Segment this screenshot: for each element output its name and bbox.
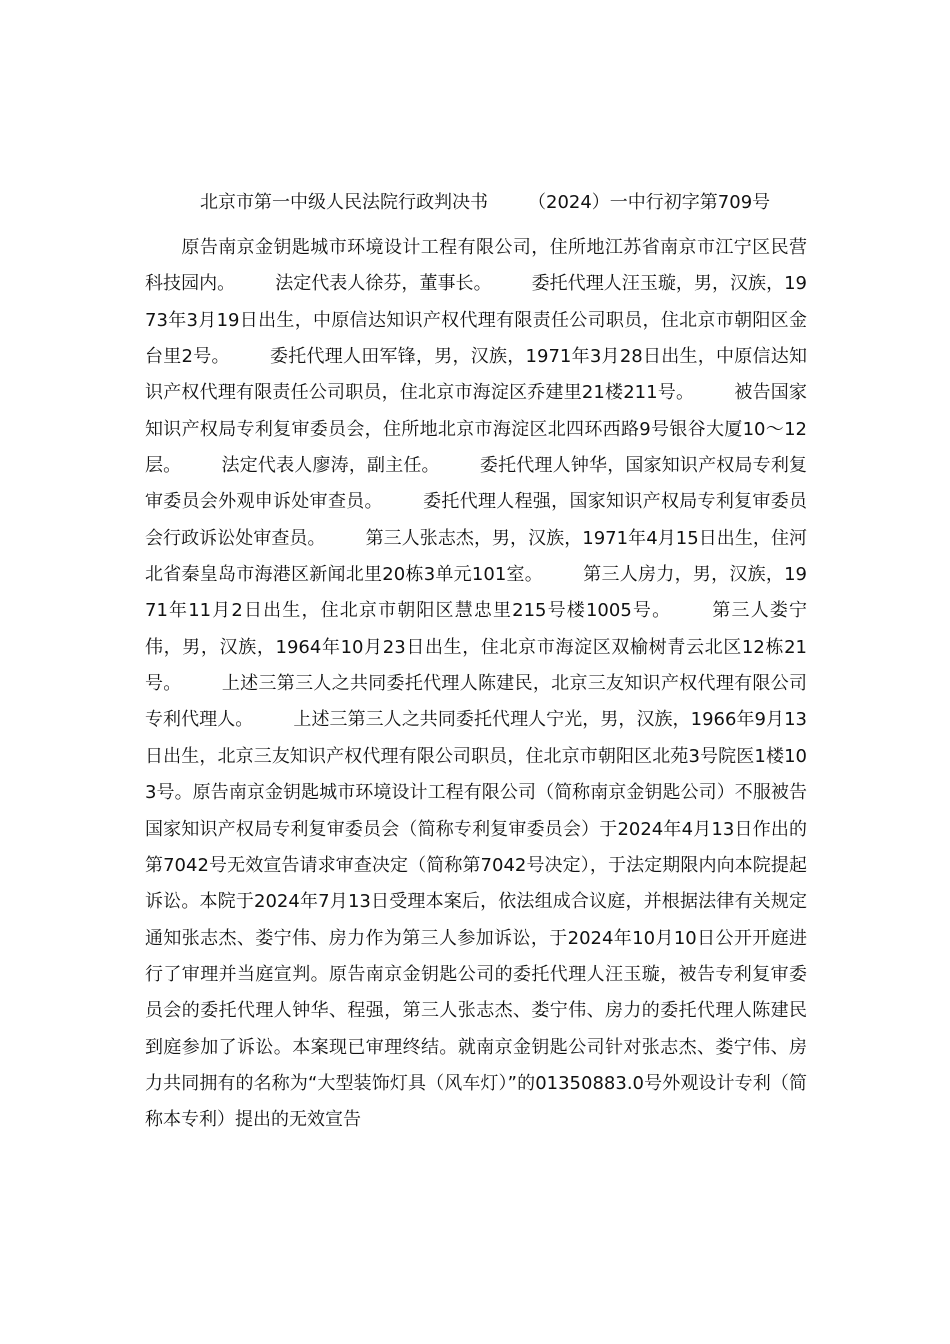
paragraph-case-history: 原告南京金钥匙城市环境设计工程有限公司（简称南京金钥匙公司）不服被告国家知识产权局专利复审委员会（简称专利复审委员会）于2024年4月13日作出的第7042号无效宣告请求审查决定（简称第7042号决定），于法定期限内向本院提起诉讼。本院于2024年7月13日受理本案后，依法组成合议庭，并根据法律有关规定通知张志杰、娄宁伟、房力作为第三人参加诉讼，于2024年10月10日公开开庭进行了审理并当庭宣判。原告南京金钥匙公司的委托代理人汪玉璇，被告专利复审委员会的委托代理人钟华、程强，第三人张志杰、娄宁伟、房力的委托代理人陈建民到庭参加了诉讼。本案现已审理终结。: [145, 782, 808, 1058]
paragraph-defendant-agent-2: 委托代理人程强，国家知识产权局专利复审委员会行政诉讼处审查员。: [145, 491, 808, 549]
paragraph-third-party-2: 第三人房力，男，汉族，1971年11月2日出生，住北京市朝阳区慧忠里215号楼1005号。: [145, 564, 807, 622]
court-title: 北京市第一中级人民法院行政判决书: [200, 192, 488, 213]
paragraph-defendant: 被告国家知识产权局专利复审委员会，住所地北京市海淀区北四环西路9号银谷大厦10～12层。: [145, 382, 808, 477]
paragraph-plaintiff-agent-1: 委托代理人汪玉璇，男，汉族，1973年3月19日出生，中原信达知识产权代理有限责任公司职员，住北京市朝阳区金台里2号。: [145, 273, 808, 368]
document-body: [145, 230, 807, 1139]
case-number: （2024）一中行初字第709号: [528, 192, 771, 213]
paragraph-joint-agent-1: 上述三第三人之共同委托代理人陈建民，北京三友知识产权代理有限公司专利代理人。: [145, 673, 808, 731]
paragraph-defendant-representative: 法定代表人廖涛，副主任。: [221, 455, 440, 477]
paragraph-plaintiff-representative: 法定代表人徐芬，董事长。: [275, 273, 492, 295]
paragraph-plaintiff: 原告南京金钥匙城市环境设计工程有限公司，住所地江苏省南京市江宁区民营科技园内。: [145, 237, 807, 295]
paragraph-third-party-1: 第三人张志杰，男，汉族，1971年4月15日出生，住河北省秦皇岛市海港区新闻北里20栋3单元101室。: [145, 527, 807, 586]
paragraph-plaintiff-agent-2: 委托代理人田军锋，男，汉族，1971年3月28日出生，中原信达知识产权代理有限责任公司职员，住北京市海淀区乔建里21楼211号。: [145, 346, 808, 404]
paragraph-defendant-agent-1: 委托代理人钟华，国家知识产权局专利复审委员会外观申诉处审查员。: [145, 455, 808, 513]
document-header: [200, 191, 770, 215]
paragraph-invalidation-request: 就南京金钥匙公司针对张志杰、娄宁伟、房力共同拥有的名称为“大型装饰灯具（风车灯）”的01350883.0号外观设计专利（简称本专利）提出的无效宣告: [145, 1036, 808, 1131]
paragraph-joint-agent-2: 上述三第三人之共同委托代理人宁光，男，汉族，1966年9月13日出生，北京三友知识产权代理有限公司职员，住北京市朝阳区北苑3号院医1楼103号。: [145, 709, 808, 804]
paragraph-third-party-3: 第三人娄宁伟，男，汉族，1964年10月23日出生，住北京市海淀区双榆树青云北区12栋21号。: [145, 600, 807, 695]
